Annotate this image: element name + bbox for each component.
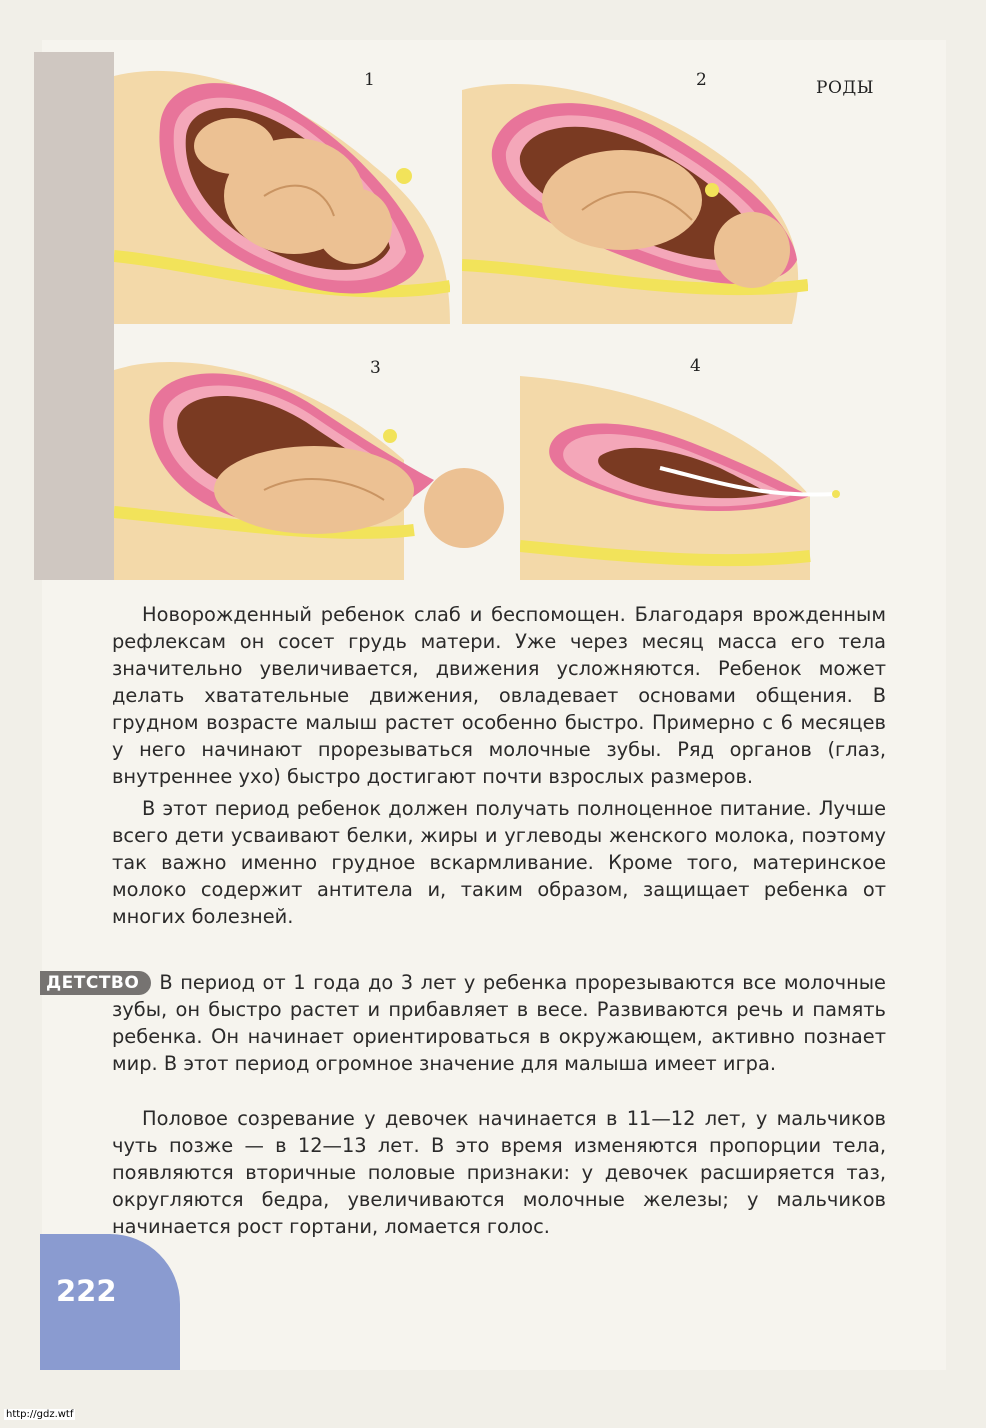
body-text-top (112, 601, 886, 930)
section-badge-childhood: ДЕТСТВО (40, 971, 151, 995)
paragraph-newborn: Новорожденный ребенок слаб и беспомощен. Благодаря врожденным рефлексам он сосет грудь матери. Уже через месяц масса его тела значительно увеличивается, движения усложняются. Ребенок может делать хватательные движения, овладевает основами общения. В грудном возрасте малыш растет особенно быстро. Примерно с 6 месяцев у него начинают прорезываться молочные зубы. Ряд органов (глаз, внутреннее ухо) быстро достигают почти взрослых размеров. (112, 603, 886, 788)
page-number: 222 (56, 1274, 117, 1308)
paragraph-childhood: В период от 1 года до 3 лет у ребенка прорезываются все молочные зубы, он быстро растет и прибавляет в весе. Развиваются речь и память ребенка. Он начинает ориентироваться в окружающем, активно познает мир. В этот период огромное значение для малыша имеет игра. (112, 971, 886, 1075)
footer-link[interactable]: http://gdz.wtf (6, 1409, 74, 1420)
figure-number-3: 3 (370, 358, 381, 378)
childhood-section (46, 969, 886, 1077)
birth-figure-stage-1 (114, 56, 450, 324)
figure-number-1: 1 (364, 70, 375, 90)
body-text-puberty (112, 1105, 886, 1240)
figure-caption: РОДЫ (816, 78, 874, 98)
paragraph-nutrition: В этот период ребенок должен получать полноценное питание. Лучше всего дети усваивают белки, жиры и углеводы женского молока, поэтому так важно именно грудное вскармливание. Кроме того, материнское молоко содержит антитела и, таким образом, защищает ребенка от многих болезней. (112, 797, 886, 928)
figure-number-4: 4 (690, 356, 701, 376)
figure-number-2: 2 (696, 70, 707, 90)
body-text-childhood (46, 969, 886, 1077)
birth-figure-stage-3 (114, 340, 514, 580)
birth-figure-stage-4 (520, 356, 846, 580)
paragraph-puberty: Половое созревание у девочек начинается в 11—12 лет, у мальчиков чуть позже — в 12—13 лет. В это время изменяются пропорции тела, появляются вторичные половые признаки: у девочек расширяется таз, округляются бедра, увеличиваются молочные железы; у мальчиков начинается рост гортани, ломается голос. (112, 1107, 886, 1238)
side-strip (34, 52, 114, 580)
birth-figure-stage-2 (462, 70, 808, 324)
